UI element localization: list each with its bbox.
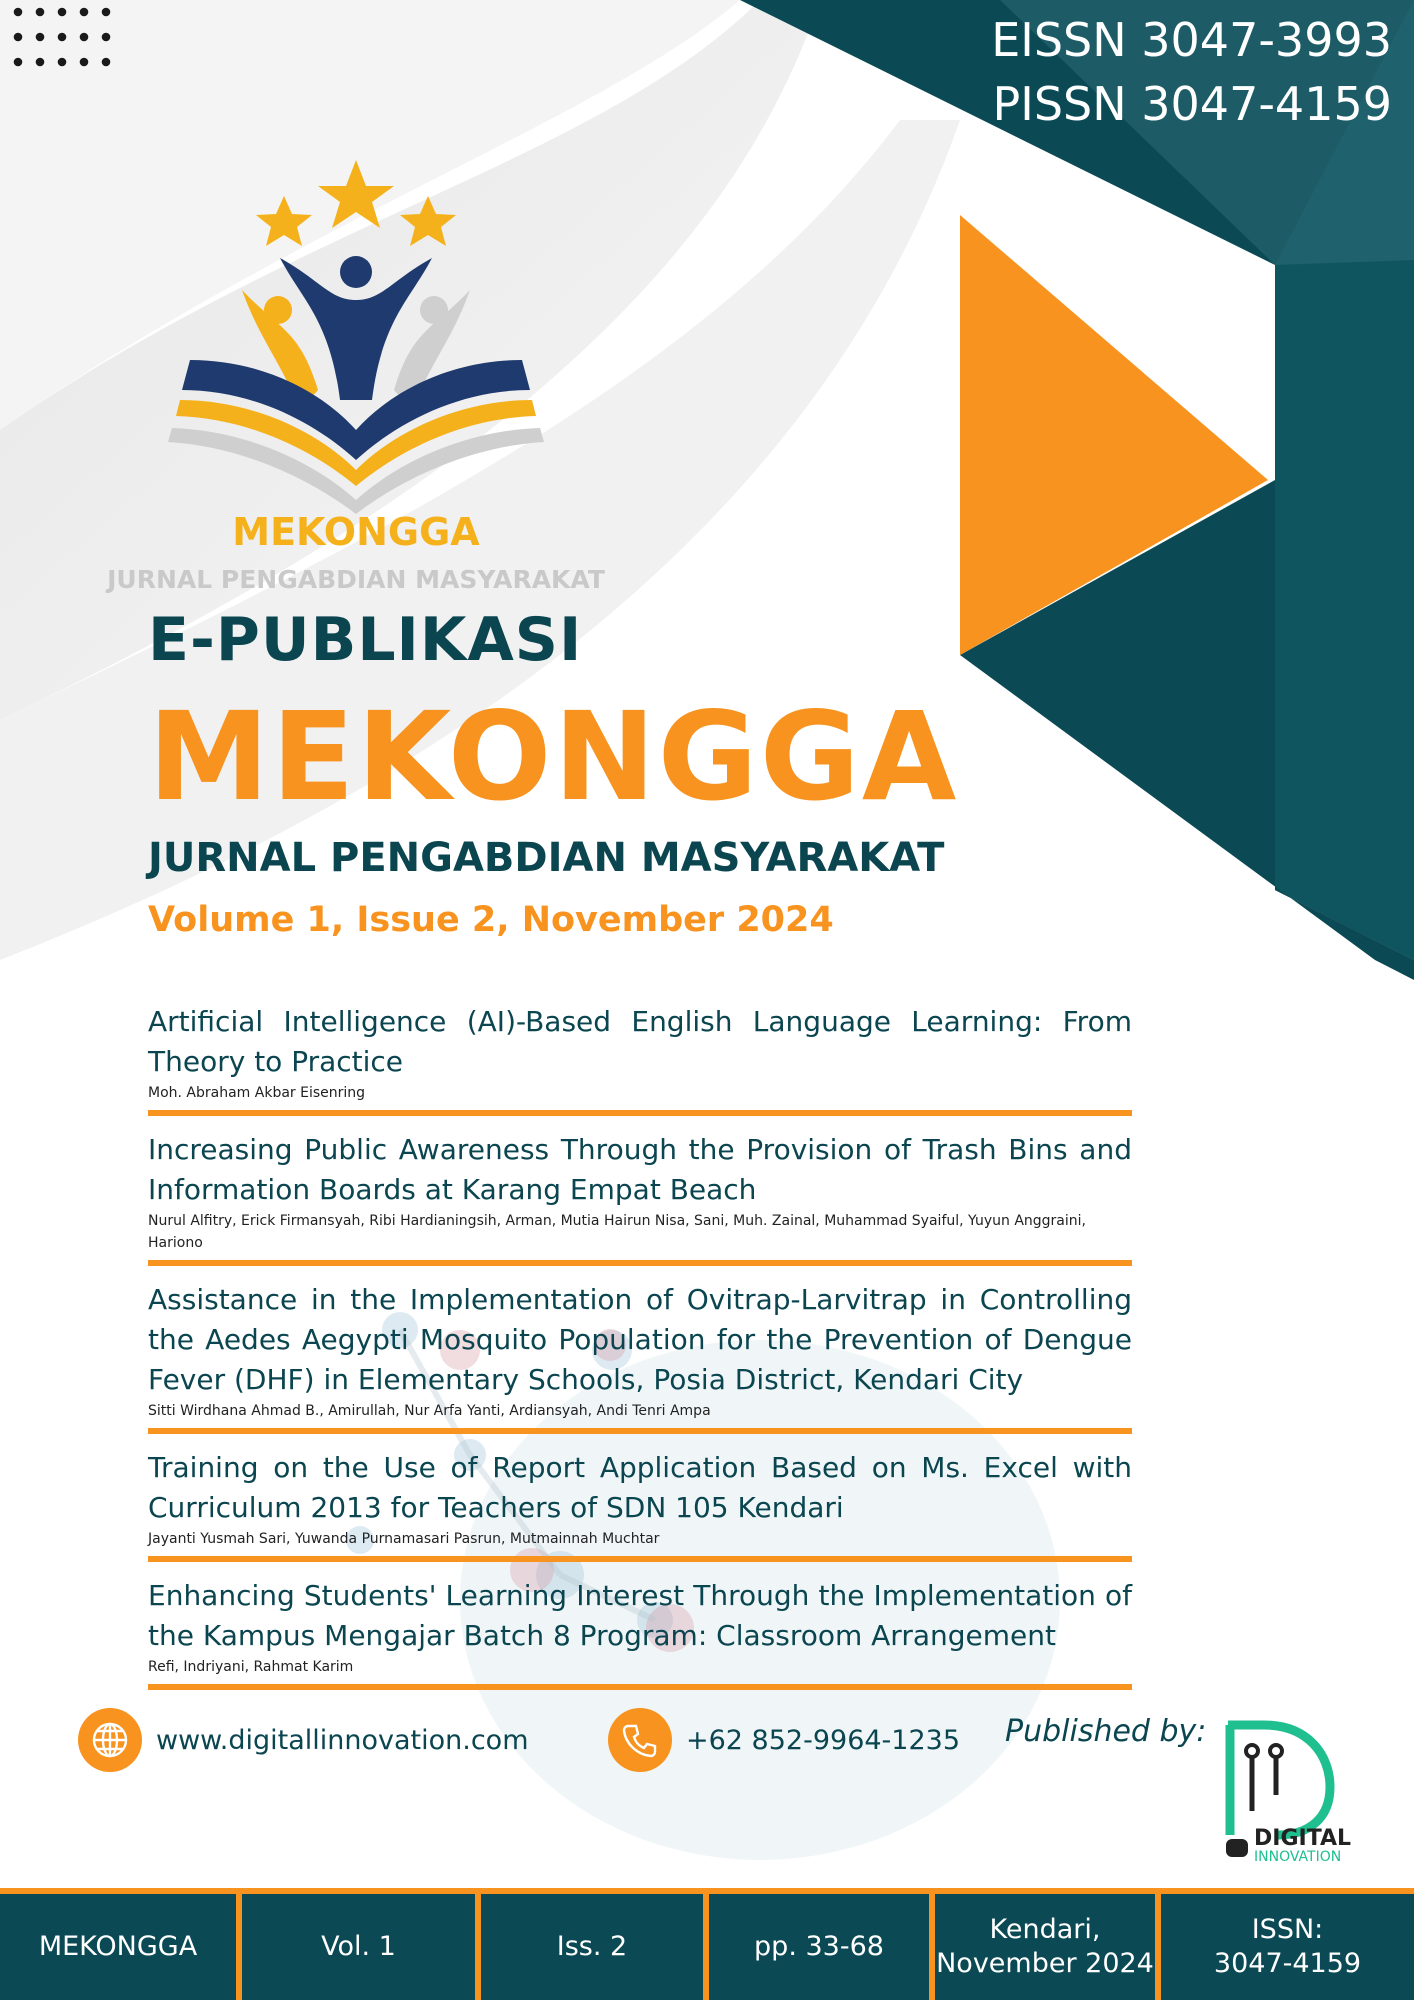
journal-title: MEKONGGA (148, 686, 959, 828)
article-authors: Moh. Abraham Akbar Eisenring (148, 1085, 366, 1101)
footer-bar (0, 1888, 1414, 2000)
phone-contact[interactable] (608, 1708, 960, 1772)
star-icon (318, 160, 394, 228)
dot-grid-decoration (12, 6, 108, 68)
article-item (148, 1576, 1132, 1690)
globe-icon (78, 1708, 142, 1772)
article-title: Training on the Use of Report Application Based on Ms. Excel with Curriculum 2013 for Teachers of SDN 105 Kendari (148, 1451, 1132, 1524)
article-item (148, 1130, 1132, 1266)
logo-name: MEKONGGA (232, 510, 480, 554)
pissn-text: PISSN 3047-4159 (992, 77, 1392, 131)
article-title: Increasing Public Awareness Through the Provision of Trash Bins and Information Boards at Karang Empat Beach (148, 1133, 1132, 1206)
issn-header (991, 8, 1392, 136)
footer-issue: Iss. 2 (481, 1894, 709, 2000)
footer-place-date (935, 1894, 1161, 2000)
footer-issn (1161, 1894, 1414, 2000)
phone-number[interactable]: +62 852-9964-1235 (686, 1724, 961, 1756)
footer-journal: MEKONGGA (0, 1894, 242, 2000)
footer-date: November 2024 (936, 1948, 1154, 1979)
eissn-text: EISSN 3047-3993 (991, 13, 1392, 67)
article-title: Artificial Intelligence (AI)-Based English Language Learning: From Theory to Practice (148, 1005, 1132, 1078)
article-item (148, 1002, 1132, 1116)
star-icon (256, 196, 312, 246)
article-authors: Nurul Alfitry, Erick Firmansyah, Ribi Hardianingsih, Arman, Mutia Hairun Nisa, Sani, Muh. Zainal, Muhammad Syaiful, Yuyun Anggraini, Hariono (148, 1213, 1086, 1251)
website-contact[interactable] (78, 1708, 529, 1772)
article-authors: Sitti Wirdhana Ahmad B., Amirullah, Nur Arfa Yanti, Ardiansyah, Andi Tenri Ampa (148, 1403, 711, 1419)
footer-pages: pp. 33-68 (709, 1894, 935, 2000)
series-title: E-PUBLIKASI (148, 605, 583, 675)
article-authors: Jayanti Yusmah Sari, Yuwanda Purnamasari Pasrun, Mutmainnah Muchtar (148, 1531, 660, 1547)
issue-line: Volume 1, Issue 2, November 2024 (148, 900, 834, 940)
publisher-logo (1218, 1715, 1388, 1865)
journal-subtitle: JURNAL PENGABDIAN MASYARAKAT (148, 835, 945, 881)
footer-issn-value: 3047-4159 (1213, 1948, 1362, 1979)
footer-volume: Vol. 1 (242, 1894, 481, 2000)
article-authors: Refi, Indriyani, Rahmat Karim (148, 1659, 354, 1675)
journal-logo (107, 160, 605, 600)
footer-place: Kendari, (989, 1914, 1101, 1945)
footer-issn-label: ISSN: (1251, 1914, 1324, 1945)
website-link[interactable]: www.digitallinnovation.com (156, 1724, 529, 1756)
star-icon (400, 196, 456, 246)
star-icons (256, 160, 456, 246)
article-title: Enhancing Students' Learning Interest Through the Implementation of the Kampus Mengajar Batch 8 Program: Classroom Arrangement (148, 1579, 1132, 1652)
article-title: Assistance in the Implementation of Ovitrap-Larvitrap in Controlling the Aedes Aegypti Mosquito Population for the Prevention of Dengue Fever (DHF) in Elementary Schools, Posia District, Kendari City (148, 1283, 1132, 1396)
logo-subtitle: JURNAL PENGABDIAN MASYARAKAT (107, 565, 605, 594)
phone-icon (608, 1708, 672, 1772)
article-item (148, 1448, 1132, 1562)
published-by-label: Published by: (1005, 1714, 1207, 1749)
article-list (148, 1002, 1132, 1704)
article-item (148, 1280, 1132, 1434)
publisher-logo-text-1: DIGITAL (1254, 1826, 1352, 1851)
publisher-logo-text-2: INNOVATION (1254, 1849, 1342, 1865)
